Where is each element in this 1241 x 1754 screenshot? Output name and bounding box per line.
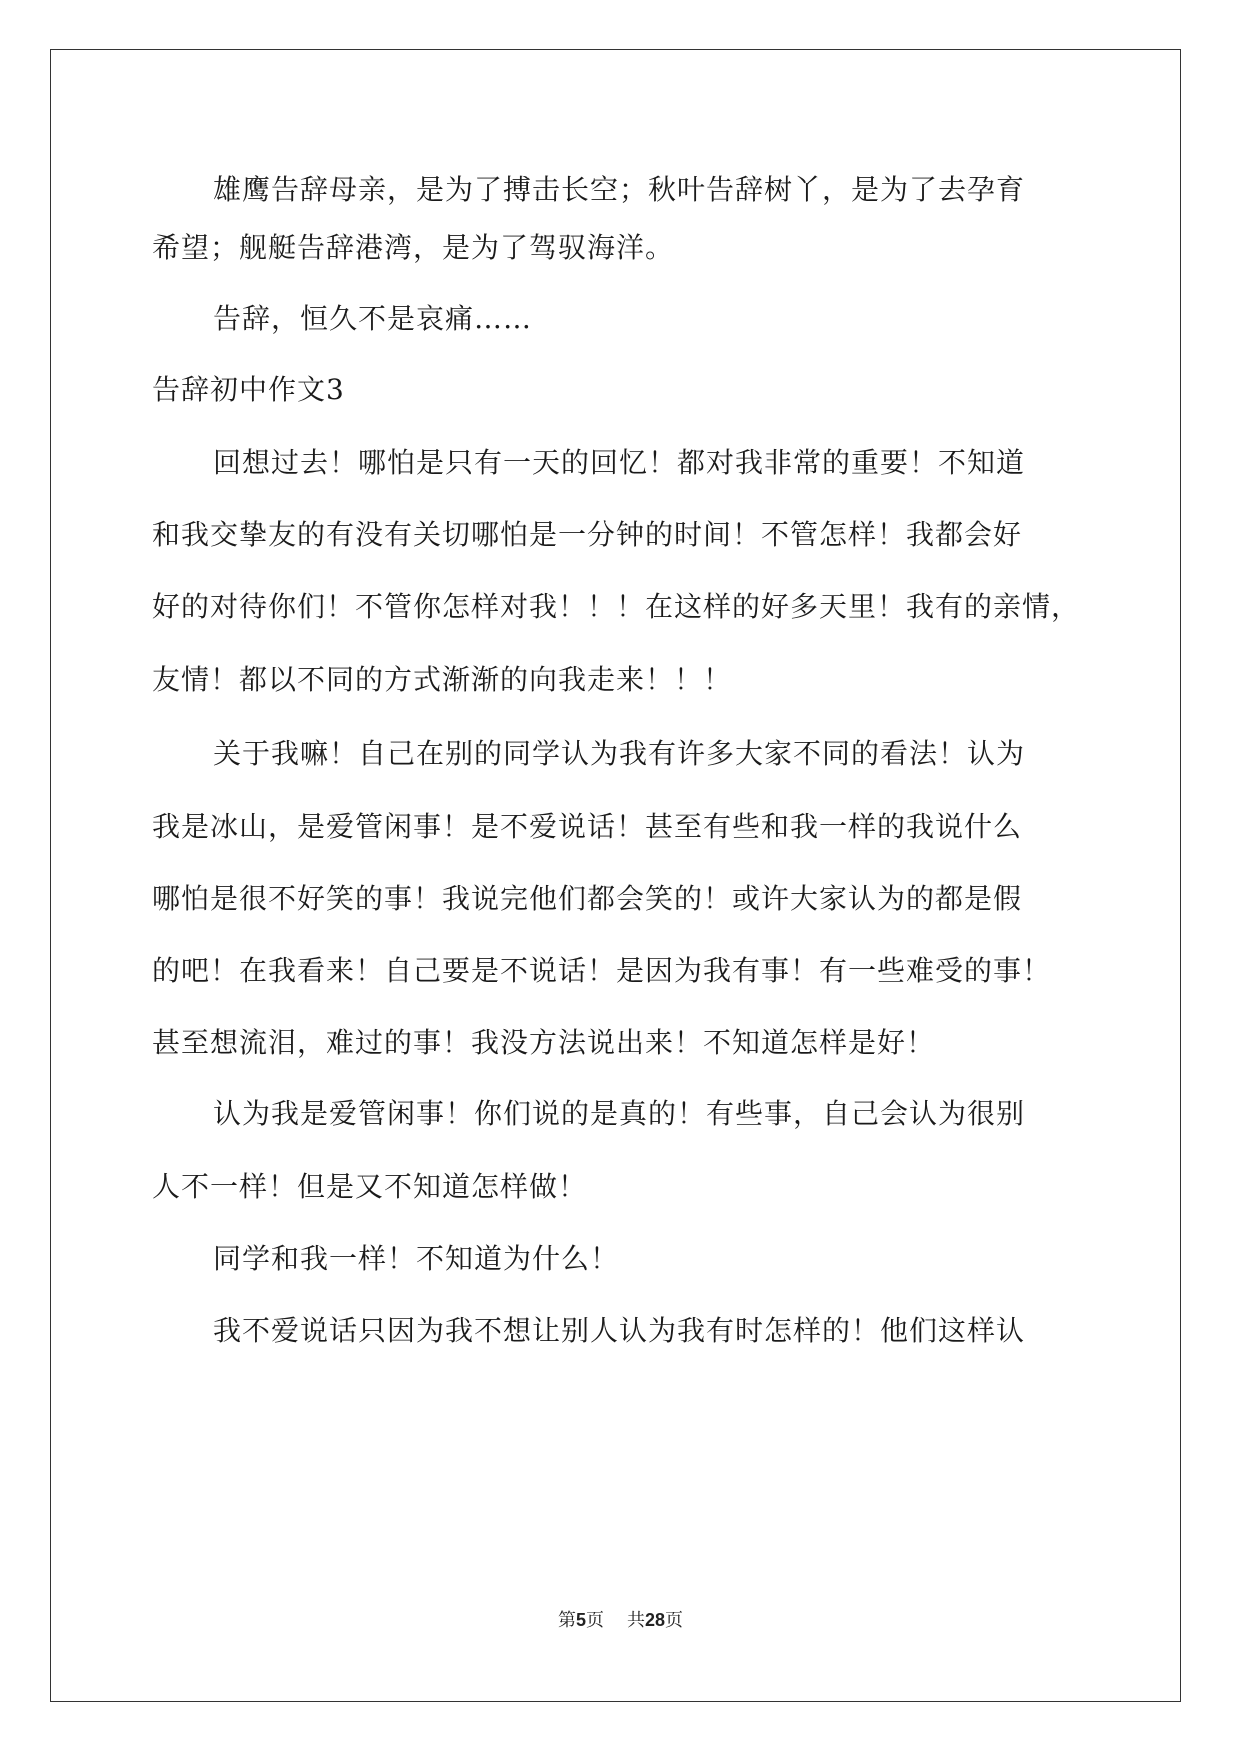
page-label-prefix: 第: [558, 1610, 577, 1631]
paragraph-line: 我是冰山，是爱管闲事！是不爱说话！甚至有些和我一样的我说什么: [152, 810, 1023, 843]
paragraph-line: 和我交挚友的有没有关切哪怕是一分钟的时间！不管怎样！我都会好: [152, 518, 1023, 551]
paragraph-line: 我不爱说话只因为我不想让别人认为我有时怎样的！他们这样认: [213, 1314, 1026, 1347]
page-label-suffix: 页: [586, 1610, 605, 1631]
paragraph-line: 好的对待你们！不管你怎样对我！！！在这样的好多天里！我有的亲情，: [152, 590, 1081, 623]
paragraph-line: 同学和我一样！不知道为什么！: [213, 1242, 620, 1275]
total-label-prefix: 共: [626, 1610, 645, 1631]
paragraph-line: 希望；舰艇告辞港湾，是为了驾驭海洋。: [152, 231, 675, 264]
page-footer: [0, 1609, 1241, 1632]
paragraph-line: 人不一样！但是又不知道怎样做！: [152, 1170, 588, 1203]
paragraph-line: 甚至想流泪，难过的事！我没方法说出来！不知道怎样是好！: [152, 1026, 936, 1059]
section-heading: 告辞初中作文3: [152, 373, 345, 406]
page-frame: [50, 49, 1181, 1702]
paragraph-line: 回想过去！哪怕是只有一天的回忆！都对我非常的重要！不知道: [213, 446, 1026, 479]
paragraph-line: 的吧！在我看来！自己要是不说话！是因为我有事！有一些难受的事！: [152, 954, 1052, 987]
paragraph-line: 雄鹰告辞母亲，是为了搏击长空；秋叶告辞树丫，是为了去孕育: [213, 173, 1026, 206]
paragraph-line: 哪怕是很不好笑的事！我说完他们都会笑的！或许大家认为的都是假: [152, 882, 1023, 915]
paragraph-line: 认为我是爱管闲事！你们说的是真的！有些事，自己会认为很别: [213, 1097, 1026, 1130]
total-label-suffix: 页: [664, 1610, 683, 1631]
paragraph-line: 关于我嘛！自己在别的同学认为我有许多大家不同的看法！认为: [213, 737, 1026, 770]
paragraph-line: 告辞，恒久不是哀痛……: [213, 302, 533, 335]
page-number: 5: [576, 1610, 587, 1630]
paragraph-line: 友情！都以不同的方式渐渐的向我走来！！！: [152, 663, 733, 696]
total-pages: 28: [644, 1610, 665, 1630]
